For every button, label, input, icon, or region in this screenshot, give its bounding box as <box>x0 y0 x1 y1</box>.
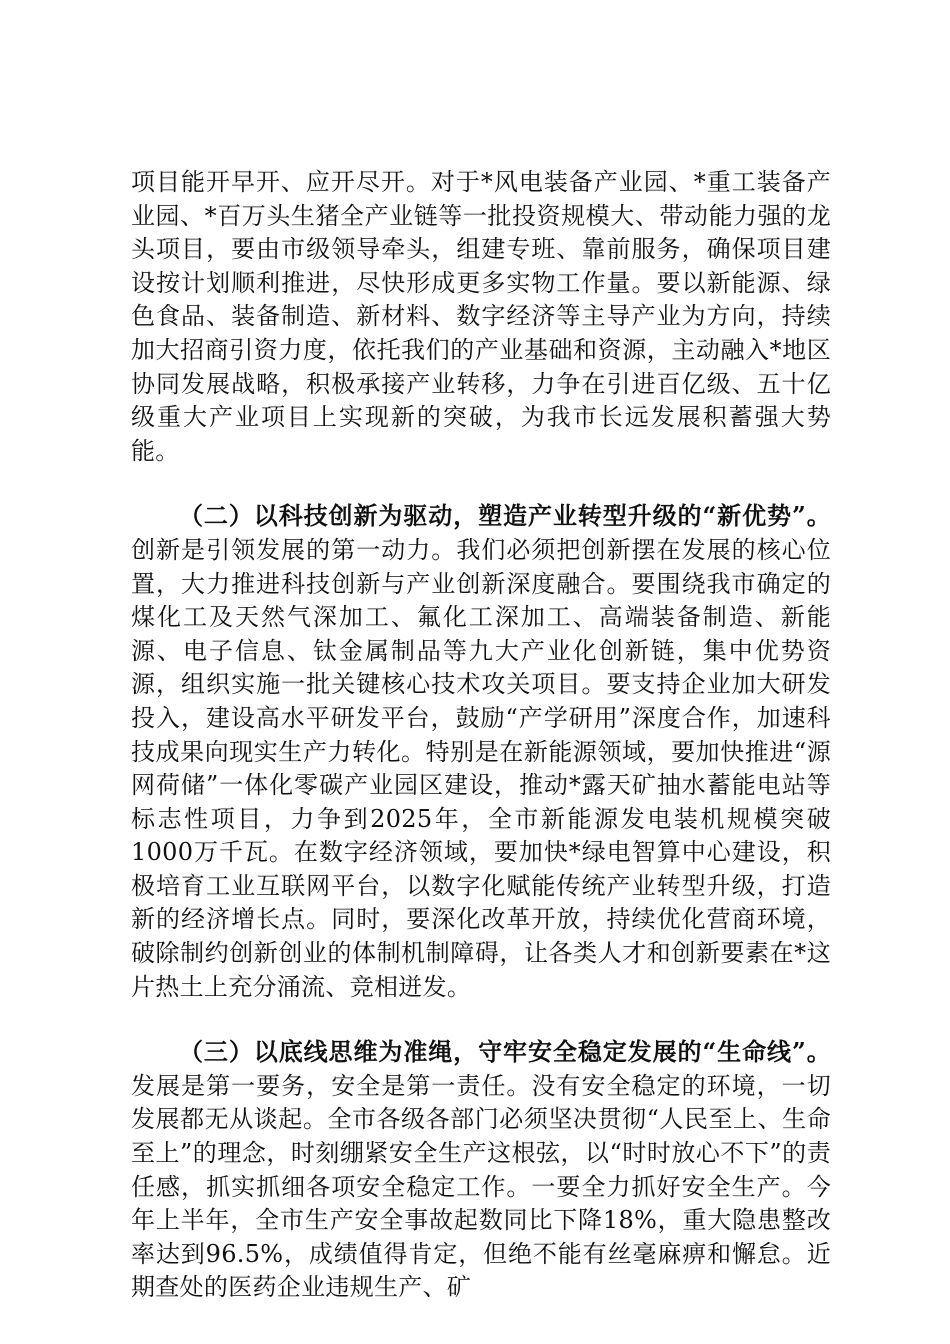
paragraph-safety-stability <box>131 1035 831 1305</box>
paragraph-text: 发展是第一要务，安全是第一责任。没有安全稳定的环境，一切发展都无从谈起。全市各级各部门必须坚决贯彻“人民至上、生命至上”的理念，时刻绷紧安全生产这根弦，以“时时放心不下”的责任感，抓实抓细各项安全稳定工作。一要全力抓好安全生产。今年上半年，全市生产安全事故起数同比下降18%，重大隐患整改率达到96.5%，成绩值得肯定，但绝不能有丝毫麻痹和懈怠。近期查处的医药企业违规生产、矿 <box>131 1071 831 1302</box>
paragraph-text: 创新是引领发展的第一动力。我们必须把创新摆在发展的核心位置，大力推进科技创新与产业创新深度融合。要围绕我市确定的煤化工及天然气深加工、氟化工深加工、高端装备制造、新能源、电子信息、钛金属制品等九大产业化创新链，集中优势资源，组织实施一批关键核心技术攻关项目。要支持企业加大研发投入，建设高水平研发平台，鼓励“产学研用”深度合作，加速科技成果向现实生产力转化。特别是在新能源领域，要加快推进“源网荷储”一体化零碳产业园区建设，推动*露天矿抽水蓄能电站等标志性项目，力争到2025年，全市新能源发电装机规模突破1000万千瓦。在数字经济领域，要加快*绿电智算中心建设，积极培育工业互联网平台，以数字化赋能传统产业转型升级，打造新的经济增长点。同时，要深化改革开放，持续优化营商环境，破除制约创新创业的体制机制障碍，让各类人才和创新要素在*这片热土上充分涌流、竞相迸发。 <box>131 535 831 1001</box>
document-body <box>131 166 831 1336</box>
paragraph-text: 项目能开早开、应开尽开。对于*风电装备产业园、*重工装备产业园、*百万头生猪全产业链等一批投资规模大、带动能力强的龙头项目，要由市级领导牵头，组建专班、靠前服务，确保项目建设按计划顺利推进，尽快形成更多实物工作量。要以新能源、绿色食品、装备制造、新材料、数字经济等主导产业为方向，持续加大招商引资力度，依托我们的产业基础和资源，主动融入*地区协同发展战略，积极承接产业转移，力争在引进百亿级、五十亿级重大产业项目上实现新的突破，为我市长远发展积蓄强大势能。 <box>131 168 831 465</box>
section-heading-tech-innovation: （二）以科技创新为驱动，塑造产业转型升级的“新优势”。 <box>179 501 831 531</box>
paragraph-project-construction <box>131 166 831 468</box>
section-heading-safety-stability: （三）以底线思维为准绳，守牢安全稳定发展的“生命线”。 <box>179 1037 831 1067</box>
paragraph-tech-innovation <box>131 499 831 1004</box>
